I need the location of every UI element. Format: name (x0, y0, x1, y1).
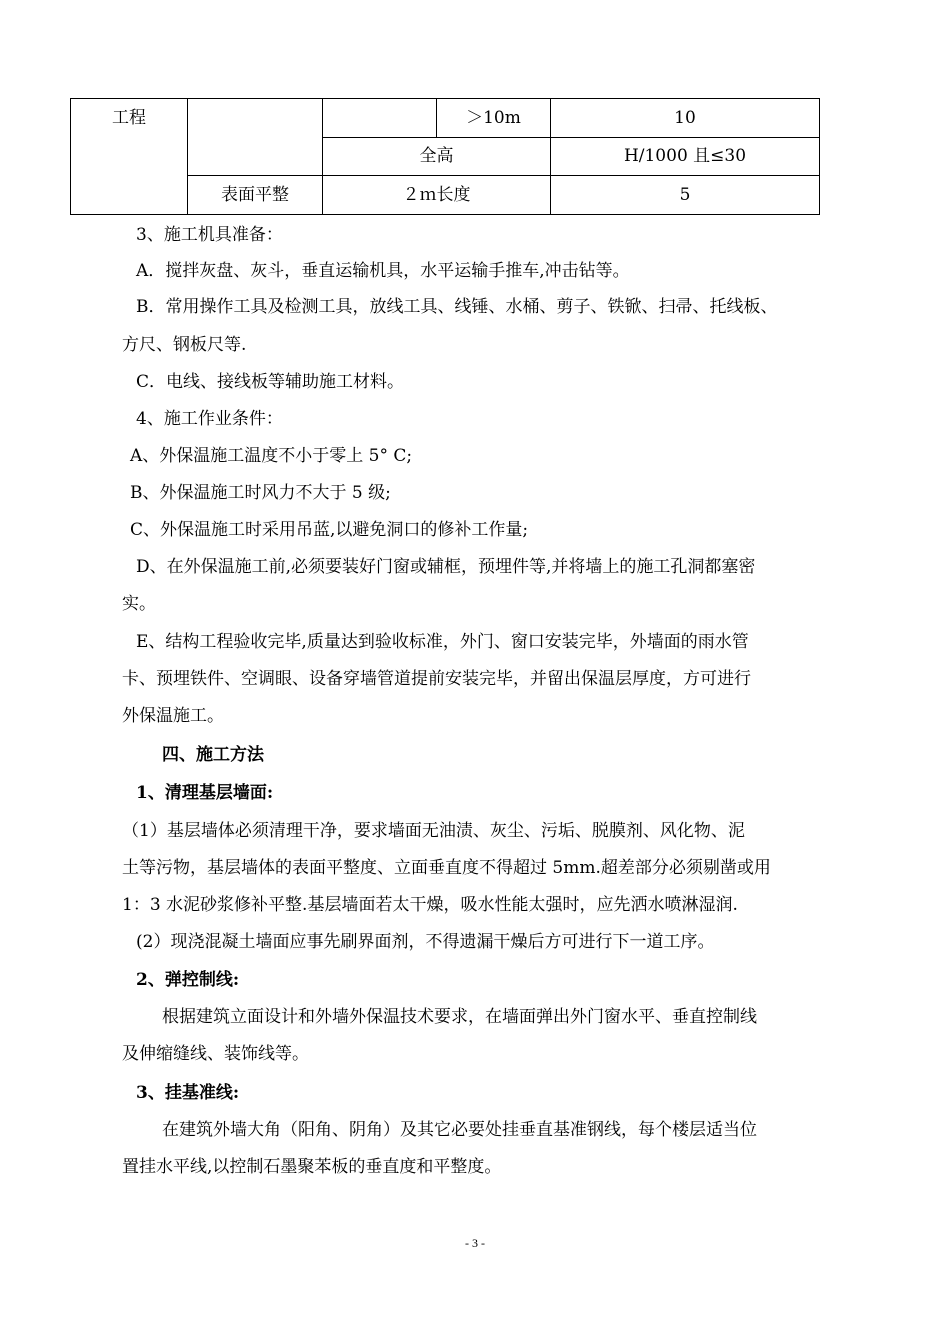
paragraph-line: B、外保温施工时风力不大于 5 级; (130, 483, 391, 503)
section-heading-methods: 四、施工方法 (162, 745, 264, 765)
paragraph-line: 实。 (122, 594, 156, 614)
page-number: - 3 - (465, 1236, 485, 1250)
paragraph-line: A、外保温施工温度不小于零上 5° C; (130, 446, 413, 466)
paragraph-line: (2）现浇混凝土墙面应事先刷界面剂，不得遗漏干燥后方可进行下一道工序。 (136, 932, 715, 952)
table-cell-value: H/1000 且≤30 (551, 138, 820, 176)
paragraph-line: 根据建筑立面设计和外墙外保温技术要求，在墙面弹出外门窗水平、垂直控制线 (162, 1007, 757, 1027)
table-cell-value: 10 (551, 99, 820, 138)
paragraph-line: C．电线、接线板等辅助施工材料。 (136, 372, 405, 392)
table-cell-value: 5 (551, 176, 820, 215)
table-cell (323, 99, 437, 138)
paragraph-line: 卡、预埋铁件、空调眼、设备穿墙管道提前安装完毕，并留出保温层厚度，方可进行 (122, 669, 751, 689)
paragraph-line: B．常用操作工具及检测工具，放线工具、线锤、水桶、剪子、铁锨、扫帚、托线板、 (136, 297, 778, 317)
spec-table (70, 98, 820, 215)
section-heading-tools: 3、施工机具准备： (136, 225, 283, 245)
paragraph-line: （1）基层墙体必须清理干净，要求墙面无油渍、灰尘、污垢、脱膜剂、风化物、泥 (122, 821, 745, 841)
step-heading-clean-wall: 1、清理基层墙面: (136, 783, 274, 803)
table-cell-height-range: ＞10m (437, 99, 551, 138)
paragraph-line: 外保温施工。 (122, 706, 224, 726)
paragraph-line: A．搅拌灰盘、灰斗，垂直运输机具，水平运输手推车,冲击钻等。 (136, 261, 630, 281)
section-heading-conditions: 4、施工作业条件： (136, 409, 283, 429)
paragraph-line: 及伸缩缝线、装饰线等。 (122, 1044, 309, 1064)
paragraph-line: C、外保温施工时采用吊蓝,以避免洞口的修补工作量; (130, 520, 529, 540)
paragraph-line: D、在外保温施工前,必须要装好门窗或辅框，预埋件等,并将墙上的施工孔洞都塞密 (136, 557, 756, 577)
paragraph-line: 在建筑外墙大角（阳角、阴角）及其它必要处挂垂直基准钢线，每个楼层适当位 (162, 1120, 757, 1140)
table-cell-empty (188, 99, 323, 176)
step-heading-control-lines: 2、弹控制线: (136, 970, 240, 990)
table-cell-length: ２ｍ长度 (323, 176, 551, 215)
paragraph-line: 方尺、钢板尺等. (122, 335, 247, 355)
paragraph-line: 置挂水平线,以控制石墨聚苯板的垂直度和平整度。 (122, 1157, 502, 1177)
table-cell-project: 工程 (71, 99, 188, 215)
table-cell-full-height: 全高 (323, 138, 551, 176)
paragraph-line: 1：3 水泥砂浆修补平整.基层墙面若太干燥，吸水性能太强时，应先洒水喷淋湿润. (122, 895, 738, 915)
step-heading-reference-line: 3、挂基准线: (136, 1083, 240, 1103)
table-cell-surface-flatness: 表面平整 (188, 176, 323, 215)
paragraph-line: E、结构工程验收完毕,质量达到验收标准，外门、窗口安装完毕，外墙面的雨水管 (136, 632, 749, 652)
paragraph-line: 土等污物，基层墙体的表面平整度、立面垂直度不得超过 5mm.超差部分必须剔凿或用 (122, 858, 771, 878)
